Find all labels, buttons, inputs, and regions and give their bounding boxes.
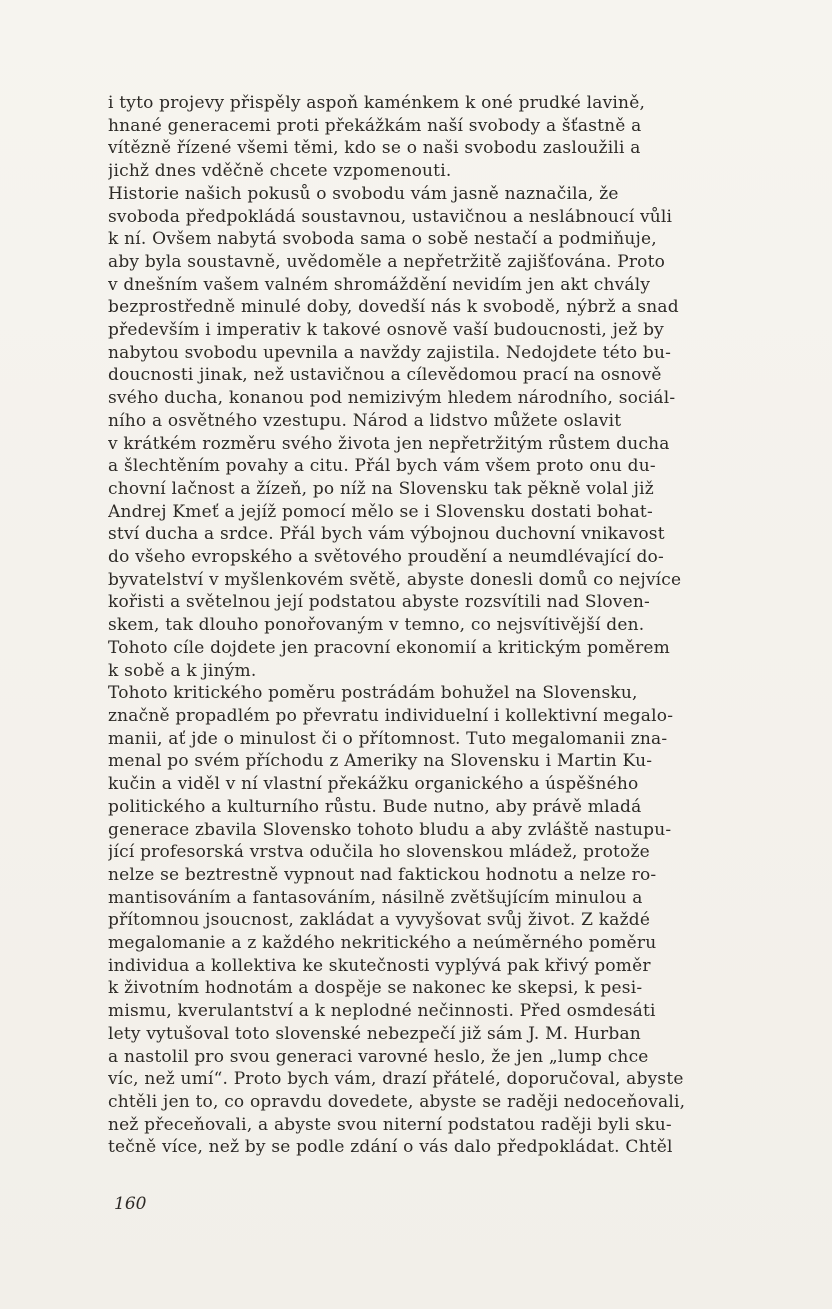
text-line: Historie našich pokusů o svobodu vám jasně naznačila, že: [108, 183, 619, 204]
text-line: nabytou svobodu upevnila a navždy zajistila. Nedojdete této bu-: [108, 342, 672, 363]
text-line: generace zbavila Slovensko tohoto bludu a aby zvláště nastupu-: [108, 819, 672, 840]
text-line: k ní. Ovšem nabytá svoboda sama o sobě nestačí a podmiňuje,: [108, 229, 657, 250]
text-line: svoboda předpokládá soustavnou, ustavičnou a neslábnoucí vůli: [108, 206, 673, 227]
text-line: megalomanie a z každého nekritického a neúměrného poměru: [108, 933, 657, 954]
text-line: značně propadlém po převratu individuelní i kollektivní megalo-: [108, 705, 674, 726]
page-number: 160: [114, 1194, 147, 1214]
text-line: mismu, kverulantství a k neplodné nečinnosti. Před osmdesáti: [108, 1001, 656, 1022]
text-line: v krátkém rozměru svého života jen nepřetržitým růstem ducha: [108, 433, 670, 454]
text-line: kučin a viděl v ní vlastní překážku organického a úspěšného: [108, 774, 639, 795]
text-line: menal po svém příchodu z Ameriky na Slovensku i Martin Ku-: [108, 751, 653, 772]
text-line: chovní lačnost a žízeň, po níž na Slovensku tak pěkně volal již: [108, 478, 654, 499]
text-line: Tohoto kritického poměru postrádám bohužel na Slovensku,: [108, 683, 638, 704]
text-line: v dnešním vašem valném shromáždění nevidím jen akt chvály: [108, 274, 651, 295]
text-line: víc, než umí“. Proto bych vám, drazí přátelé, doporučoval, abyste: [108, 1069, 684, 1090]
text-line: ství ducha a srdce. Přál bych vám výbojnou duchovní vnikavost: [108, 524, 665, 545]
text-line: do všeho evropského a světového proudění a neumdlévající do-: [108, 547, 664, 568]
text-line: mantisováním a fantasováním, násilně zvětšujícím minulou a: [108, 887, 643, 908]
text-line: přítomnou jsoucnost, zakládat a vyvyšovat svůj život. Z každé: [108, 910, 651, 931]
text-line: k sobě a k jiným.: [108, 660, 257, 681]
text-line: individua a kollektiva ke skutečnosti vyplývá pak křivý poměr: [108, 955, 651, 976]
text-line: byvatelství v myšlenkovém světě, abyste donesli domů co nejvíce: [108, 569, 682, 590]
text-line: aby byla soustavně, uvědoměle a nepřetržitě zajišťována. Proto: [108, 251, 666, 272]
text-line: nelze se beztrestně vypnout nad faktickou hodnotu a nelze ro-: [108, 864, 657, 885]
text-line: chtěli jen to, co opravdu dovedete, abyste se raději nedoceňovali,: [108, 1091, 686, 1112]
text-line: jichž dnes vděčně chcete vzpomenouti.: [108, 161, 452, 182]
text-line: tečně více, než by se podle zdání o vás dalo předpokládat. Chtěl: [108, 1137, 673, 1158]
text-line: Andrej Kmeť a jejíž pomocí mělo se i Slovensku dostati bohat-: [108, 501, 653, 522]
text-line: svého ducha, konanou pod nemizivým hledem národního, sociál-: [108, 388, 676, 409]
text-line: a šlechtěním povahy a citu. Přál bych vám všem proto onu du-: [108, 456, 656, 477]
text-line: hnané generacemi proti překážkám naší svobody a šťastně a: [108, 115, 642, 136]
body-text: [108, 92, 722, 1159]
text-line: jící profesorská vrstva odučila ho slovenskou mládež, protože: [108, 842, 650, 863]
text-line: skem, tak dlouho ponořovaným v temno, co nejsvítivější den.: [108, 615, 645, 636]
text-line: i tyto projevy přispěly aspoň kaménkem k oné prudké lavině,: [108, 93, 646, 113]
text-line: kořisti a světelnou její podstatou abyste rozsvítili nad Sloven-: [108, 592, 650, 613]
text-line: doucnosti jinak, než ustavičnou a cílevědomou prací na osnově: [108, 365, 662, 386]
text-line: než přeceňovali, a abyste svou niterní podstatou raději byli sku-: [108, 1114, 672, 1135]
text-line: politického a kulturního růstu. Bude nutno, aby právě mladá: [108, 796, 642, 817]
text-line: Tohoto cíle dojdete jen pracovní ekonomií a kritickým poměrem: [108, 637, 670, 658]
text-line: ního a osvětného vzestupu. Národ a lidstvo můžete oslavit: [108, 410, 622, 431]
text-line: a nastolil pro svou generaci varovné heslo, že jen „lump chce: [108, 1046, 649, 1067]
text-line: manii, ať jde o minulost či o přítomnost. Tuto megalomanii zna-: [108, 728, 668, 749]
text-line: k životním hodnotám a dospěje se nakonec ke skepsi, k pesi-: [108, 978, 643, 999]
text-line: především i imperativ k takové osnově vaší budoucnosti, jež by: [108, 320, 664, 341]
text-line: lety vytušoval toto slovenské nebezpečí již sám J. M. Hurban: [108, 1023, 641, 1044]
text-line: bezprostředně minulé doby, dovedší nás k svobodě, nýbrž a snad: [108, 297, 679, 318]
text-line: vítězně řízené všemi těmi, kdo se o naši svobodu zasloužili a: [108, 138, 641, 159]
